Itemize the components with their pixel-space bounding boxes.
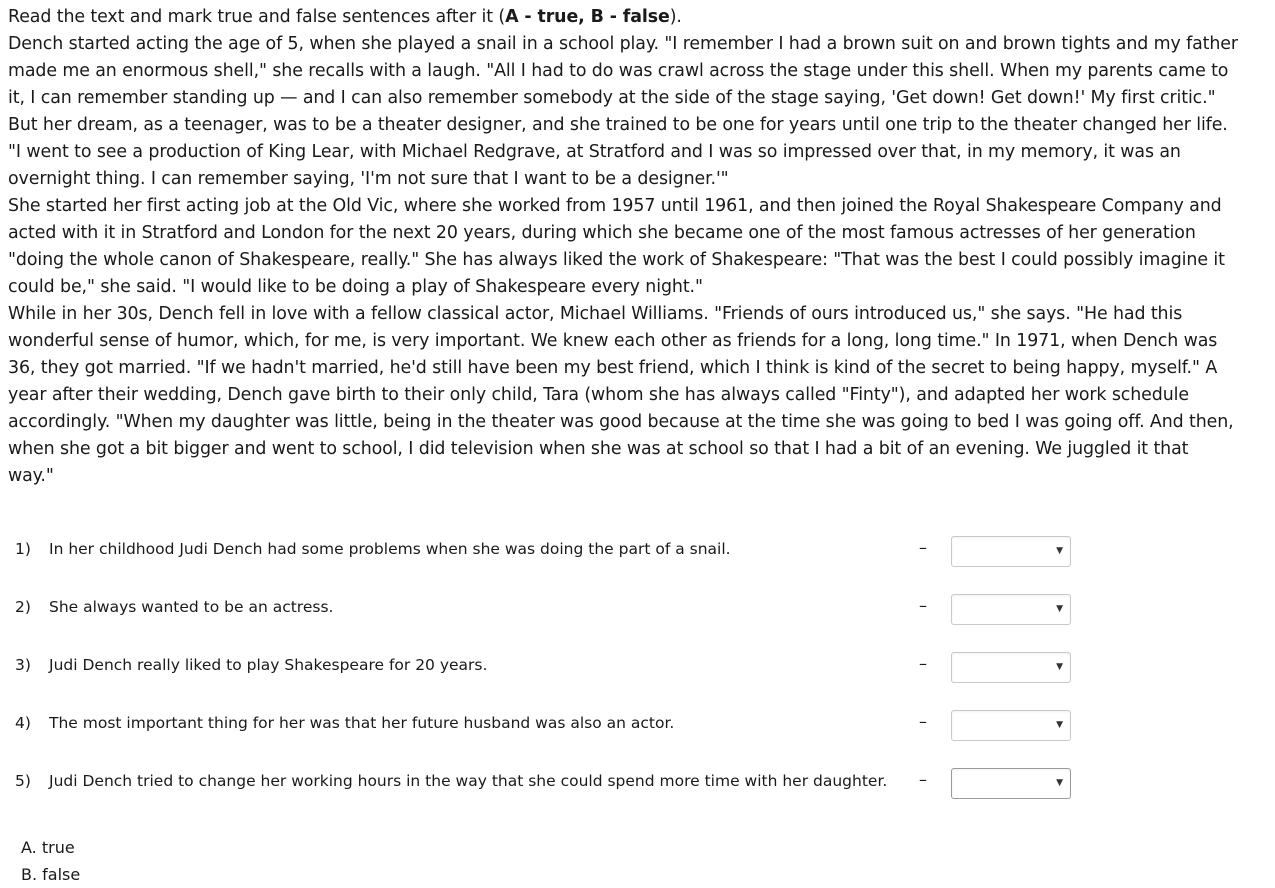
instruction-key: A - true, B - false: [505, 7, 670, 27]
paragraph: Dench started acting the age of 5, when she played a snail in a school play. "I remember I had a brown suit on and brown tights and my father made me an enormous shell," she recalls with a laugh. "All I had to do was crawl across the stage under this shell. When my parents came to it, I can remember standing up — and I can also remember somebody at the side of the stage saying, 'Get down! Get down!' My first critic." But her dream, as a teenager, was to be a theater designer, and she trained to be one for years until one trip to the theater changed her life. "I went to see a production of King Lear, with Michael Redgrave, at Stratford and I was so impressed over that, in my memory, it was an overnight thing. I can remember saying, 'I'm not sure that I want to be a designer.'": [8, 34, 1238, 189]
question-text: The most important thing for her was that her future husband was also an actor.: [49, 714, 675, 732]
instruction: [8, 4, 1238, 31]
question-text: Judi Dench really liked to play Shakespeare for 20 years.: [49, 656, 488, 674]
question-number: 4): [15, 714, 31, 732]
question-row: [0, 593, 1275, 625]
dash-separator: –: [919, 538, 927, 557]
chevron-down-icon: ▼: [1056, 720, 1063, 730]
question-number: 5): [15, 772, 31, 790]
question-row: [0, 535, 1275, 567]
dash-separator: –: [919, 654, 927, 673]
option-b: B. false: [21, 865, 81, 884]
question-row: [0, 709, 1275, 741]
reading-passage: [8, 4, 1238, 490]
answer-dropdown[interactable]: [951, 652, 1071, 683]
chevron-down-icon: ▼: [1056, 546, 1063, 556]
answer-dropdown[interactable]: [951, 768, 1071, 799]
dash-separator: –: [919, 596, 927, 615]
question-text: She always wanted to be an actress.: [49, 598, 334, 616]
question-row: [0, 767, 1275, 799]
answer-options-legend: [21, 834, 80, 888]
answer-dropdown[interactable]: [951, 536, 1071, 567]
question-text: Judi Dench tried to change her working hours in the way that she could spend more time with her daughter.: [49, 772, 888, 790]
question-text: In her childhood Judi Dench had some problems when she was doing the part of a snail.: [49, 540, 731, 558]
chevron-down-icon: ▼: [1056, 604, 1063, 614]
dash-separator: –: [919, 770, 927, 789]
chevron-down-icon: ▼: [1056, 662, 1063, 672]
option-a: A. true: [21, 838, 75, 857]
paragraph: She started her first acting job at the Old Vic, where she worked from 1957 until 1961, and then joined the Royal Shakespeare Company and acted with it in Stratford and London for the next 20 years, during which she became one of the most famous actresses of her generation "doing the whole canon of Shakespeare, really." She has always liked the work of Shakespeare: "That was the best I could possibly imagine it could be," she said. "I would like to be doing a play of Shakespeare every night.": [8, 196, 1225, 297]
paragraph: While in her 30s, Dench fell in love with a fellow classical actor, Michael Williams. "Friends of ours introduced us," she says. "He had this wonderful sense of humor, which, for me, is very important. We knew each other as friends for a long, long time." In 1971, when Dench was 36, they got married. "If we hadn't married, he'd still have been my best friend, which I think is kind of the secret to being happy, myself." A year after their wedding, Dench gave birth to their only child, Tara (whom she has always called "Finty"), and adapted her work schedule accordingly. "When my daughter was little, being in the theater was good because at the time she was going to bed I was going off. And then, when she got a bit bigger and went to school, I did television when she was at school so that I had a bit of an evening. We juggled it that way.": [8, 304, 1234, 486]
question-number: 2): [15, 598, 31, 616]
question-row: [0, 651, 1275, 683]
instruction-suffix: ).: [669, 7, 682, 27]
answer-dropdown[interactable]: [951, 710, 1071, 741]
dash-separator: –: [919, 712, 927, 731]
question-number: 3): [15, 656, 31, 674]
chevron-down-icon: ▼: [1056, 778, 1063, 788]
instruction-prefix: Read the text and mark true and false sentences after it (: [8, 7, 506, 27]
question-number: 1): [15, 540, 31, 558]
answer-dropdown[interactable]: [951, 594, 1071, 625]
